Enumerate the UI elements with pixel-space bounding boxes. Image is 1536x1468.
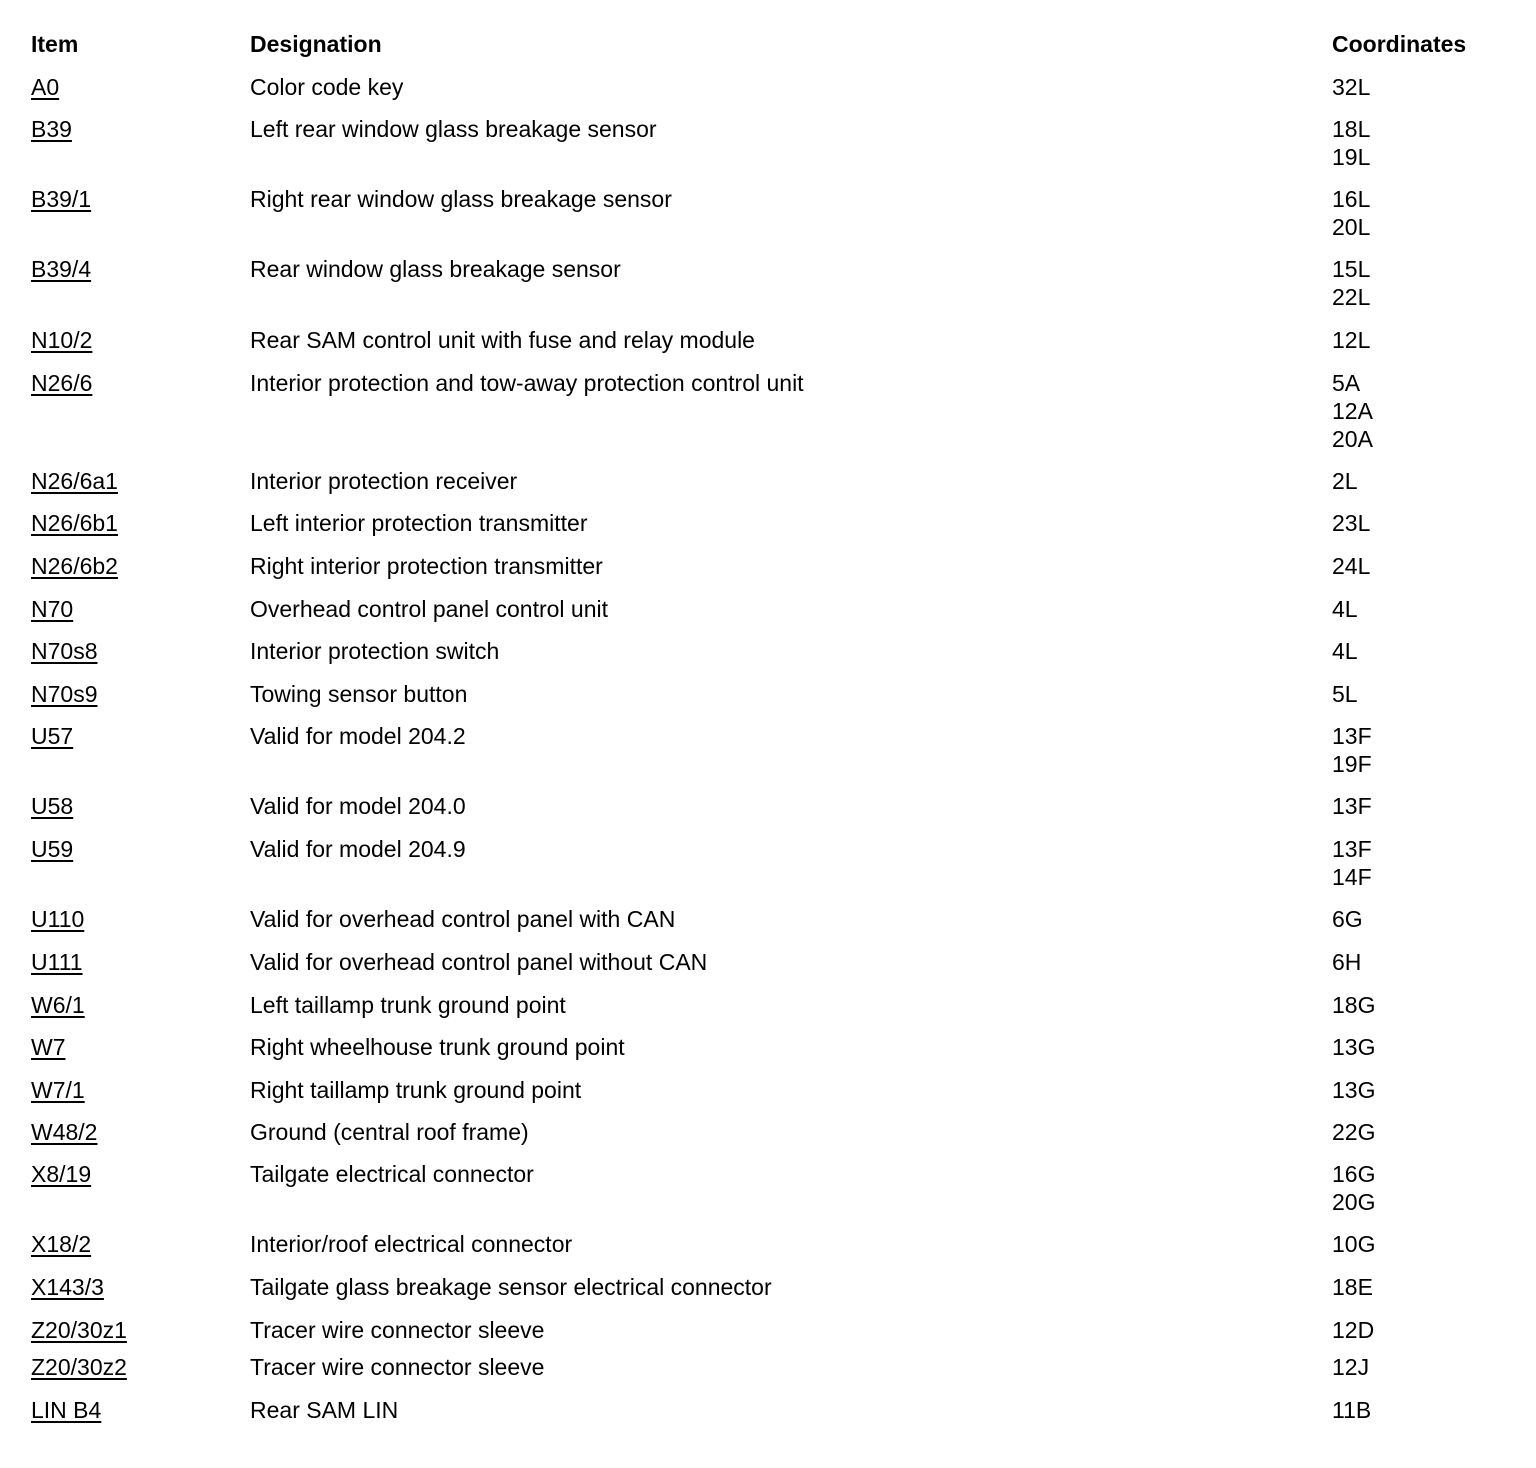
designation-text: Right taillamp trunk ground point (250, 1077, 582, 1103)
designation-text: Tailgate glass breakage sensor electrical connector (250, 1274, 772, 1300)
coordinate-value: 20A (1332, 426, 1373, 452)
item-link[interactable]: B39/1 (31, 186, 92, 212)
header-item: Item (31, 31, 79, 57)
coordinate-value: 5A (1332, 370, 1361, 396)
coordinates-cell (1332, 1033, 1375, 1061)
coordinate-value: 12D (1332, 1317, 1375, 1343)
coordinates-cell (1332, 1160, 1375, 1216)
coordinates-cell (1332, 1353, 1369, 1381)
header-coordinates: Coordinates (1332, 31, 1467, 57)
designation-text: Left taillamp trunk ground point (250, 992, 566, 1018)
coordinates-cell (1332, 905, 1363, 933)
item-link[interactable]: U58 (31, 793, 74, 819)
item-link[interactable]: Z20/30z1 (31, 1317, 127, 1343)
item-link[interactable]: N26/6a1 (31, 468, 118, 494)
item-link[interactable]: N10/2 (31, 327, 93, 353)
designation-text: Rear window glass breakage sensor (250, 256, 621, 282)
coordinates-cell (1332, 369, 1373, 453)
designation-text: Tracer wire connector sleeve (250, 1354, 545, 1380)
coordinate-value: 23L (1332, 510, 1371, 536)
coordinates-cell (1332, 115, 1370, 171)
item-link[interactable]: W7 (31, 1034, 66, 1060)
coordinate-value: 4L (1332, 596, 1358, 622)
coordinates-cell (1332, 722, 1372, 778)
designation-text: Left rear window glass breakage sensor (250, 116, 657, 142)
coordinates-cell (1332, 680, 1358, 708)
coordinates-cell (1332, 552, 1370, 580)
coordinates-cell (1332, 467, 1358, 495)
item-link[interactable]: W6/1 (31, 992, 85, 1018)
coordinate-value: 18E (1332, 1274, 1373, 1300)
coordinate-value: 6H (1332, 949, 1362, 975)
coordinate-value: 13F (1332, 836, 1372, 862)
coordinate-value: 13F (1332, 793, 1372, 819)
item-link[interactable]: W48/2 (31, 1119, 98, 1145)
coordinate-value: 18G (1332, 992, 1376, 1018)
item-link[interactable]: X143/3 (31, 1274, 104, 1300)
coordinate-value: 13G (1332, 1077, 1376, 1103)
designation-text: Valid for model 204.9 (250, 836, 466, 862)
item-link[interactable]: N70 (31, 596, 74, 622)
coordinate-value: 16G (1332, 1161, 1376, 1187)
coordinates-cell (1332, 595, 1358, 623)
coordinates-cell (1332, 255, 1370, 311)
coordinate-value: 12L (1332, 327, 1371, 353)
coordinate-value: 13F (1332, 723, 1372, 749)
designation-text: Right rear window glass breakage sensor (250, 186, 672, 212)
coordinates-cell (1332, 792, 1372, 820)
item-link[interactable]: B39 (31, 116, 72, 142)
item-link[interactable]: LIN B4 (31, 1397, 102, 1423)
coordinate-value: 18L (1332, 116, 1371, 142)
coordinate-value: 15L (1332, 256, 1371, 282)
coordinate-value: 13G (1332, 1034, 1376, 1060)
coordinate-value: 12J (1332, 1354, 1370, 1380)
coordinate-value: 6G (1332, 906, 1363, 932)
designation-text: Tailgate electrical connector (250, 1161, 534, 1187)
coordinate-value: 14F (1332, 864, 1372, 890)
designation-text: Valid for model 204.2 (250, 723, 466, 749)
item-link[interactable]: N26/6b2 (31, 553, 118, 579)
coordinate-value: 11B (1332, 1397, 1372, 1423)
coordinates-cell (1332, 1118, 1375, 1146)
coordinate-value: 19L (1332, 144, 1371, 170)
coordinate-value: 2L (1332, 468, 1358, 494)
designation-text: Valid for model 204.0 (250, 793, 466, 819)
item-link[interactable]: Z20/30z2 (31, 1354, 127, 1380)
coordinate-value: 10G (1332, 1231, 1376, 1257)
coordinates-cell (1332, 948, 1361, 976)
coordinates-cell (1332, 1230, 1375, 1258)
designation-text: Interior protection and tow-away protection control unit (250, 370, 804, 396)
coordinate-value: 24L (1332, 553, 1371, 579)
designation-text: Towing sensor button (250, 681, 468, 707)
coordinates-cell (1332, 326, 1370, 354)
coordinates-cell (1332, 991, 1375, 1019)
designation-text: Rear SAM control unit with fuse and relay module (250, 327, 755, 353)
item-link[interactable]: X18/2 (31, 1231, 92, 1257)
item-link[interactable]: N70s8 (31, 638, 98, 664)
coordinates-cell (1332, 1076, 1375, 1104)
designation-text: Interior protection receiver (250, 468, 518, 494)
item-link[interactable]: U57 (31, 723, 74, 749)
coordinates-cell (1332, 73, 1370, 101)
coordinate-value: 12A (1332, 398, 1373, 424)
designation-text: Overhead control panel control unit (250, 596, 608, 622)
item-link[interactable]: N26/6b1 (31, 510, 118, 536)
designation-text: Right interior protection transmitter (250, 553, 603, 579)
coordinates-cell (1332, 835, 1372, 891)
coordinates-cell (1332, 1316, 1374, 1344)
coordinate-value: 20G (1332, 1189, 1376, 1215)
item-link[interactable]: X8/19 (31, 1161, 92, 1187)
designation-text: Valid for overhead control panel with CAN (250, 906, 676, 932)
designation-text: Right wheelhouse trunk ground point (250, 1034, 625, 1060)
coordinates-cell (1332, 637, 1358, 665)
item-link[interactable]: W7/1 (31, 1077, 85, 1103)
coordinate-value: 22G (1332, 1119, 1376, 1145)
coordinates-cell (1332, 1396, 1371, 1424)
coordinate-value: 22L (1332, 284, 1371, 310)
coordinate-value: 19F (1332, 751, 1372, 777)
designation-text: Tracer wire connector sleeve (250, 1317, 545, 1343)
coordinate-value: 4L (1332, 638, 1358, 664)
item-link[interactable]: U59 (31, 836, 74, 862)
coordinate-value: 16L (1332, 186, 1371, 212)
designation-text: Rear SAM LIN (250, 1397, 399, 1423)
designation-text: Color code key (250, 74, 404, 100)
designation-text: Ground (central roof frame) (250, 1119, 529, 1145)
item-link[interactable]: N70s9 (31, 681, 98, 707)
item-link[interactable]: B39/4 (31, 256, 92, 282)
coordinates-cell (1332, 509, 1370, 537)
item-link[interactable]: U110 (31, 906, 85, 932)
coordinates-cell (1332, 185, 1370, 241)
coordinate-value: 32L (1332, 74, 1371, 100)
item-link[interactable]: U111 (31, 949, 83, 975)
item-link[interactable]: N26/6 (31, 370, 93, 396)
header-designation: Designation (250, 31, 382, 57)
designation-text: Interior/roof electrical connector (250, 1231, 573, 1257)
coordinates-cell (1332, 1273, 1373, 1301)
coordinate-value: 20L (1332, 214, 1371, 240)
designation-text: Valid for overhead control panel without CAN (250, 949, 708, 975)
coordinate-value: 5L (1332, 681, 1358, 707)
designation-text: Interior protection switch (250, 638, 500, 664)
item-link[interactable]: A0 (31, 74, 60, 100)
designation-text: Left interior protection transmitter (250, 510, 588, 536)
